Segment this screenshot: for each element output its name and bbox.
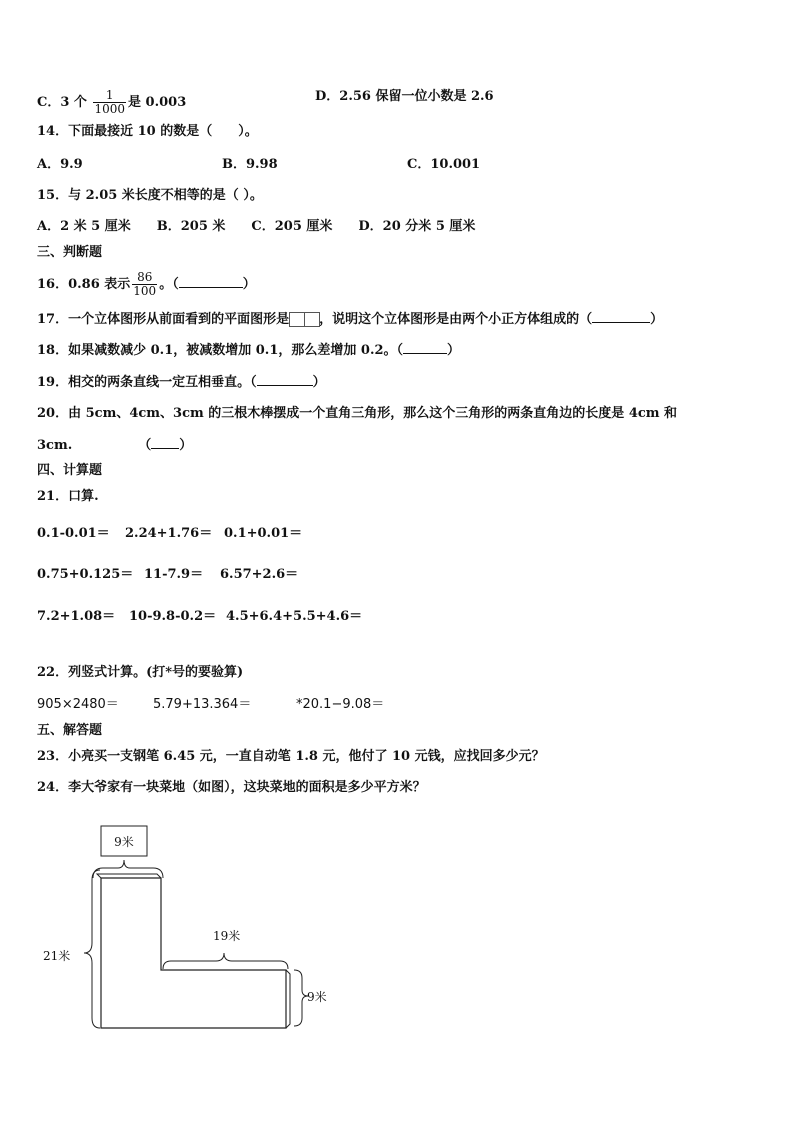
q19-end: ） [312, 375, 326, 390]
two-cube-front-view [289, 312, 319, 327]
q16-end: ） [242, 277, 256, 292]
q17-suffix: ，说明这个立体图形是由两个小正方体组成的（ [319, 312, 593, 327]
q14-option-b: B．9.98 [222, 157, 278, 172]
fraction-numerator: 86 [132, 271, 157, 285]
q22-item: 905×2480＝ [37, 697, 119, 712]
q20-line1: 20．由 5cm、4cm、3cm 的三根木棒摆成一个直角三角形，那么这个三角形的两条直角边的长度是 4cm 和 [37, 406, 678, 421]
q22-item: 5.79+13.364＝ [153, 697, 252, 712]
q21-item: 7.2+1.08＝ [37, 609, 116, 624]
q13-option-d: D．2.56 保留一位小数是 2.6 [315, 89, 494, 104]
q13-c-prefix: C．3 个 [37, 95, 87, 110]
q18 [37, 343, 460, 359]
q16-fraction [132, 271, 157, 298]
answer-blank[interactable] [403, 343, 447, 354]
answer-blank[interactable] [592, 312, 650, 323]
q14-stem: 14．下面最接近 10 的数是（ ）。 [37, 124, 258, 139]
q20-paren-open: （ [138, 438, 152, 453]
q21-item: 11-7.9＝ [144, 567, 204, 582]
left-brace [84, 870, 100, 1028]
q21-item: 4.5+6.4+5.5+4.6＝ [226, 609, 363, 624]
q21-item: 6.57+2.6＝ [220, 567, 299, 582]
fraction-denominator: 100 [133, 284, 157, 298]
q21-item: 10-9.8-0.2＝ [129, 609, 217, 624]
bottom-length-label: 19米 [213, 929, 241, 943]
section-5-title: 五、解答题 [37, 723, 103, 738]
square-icon [304, 312, 320, 327]
q22-stem: 22．列竖式计算。(打*号的要验算) [37, 665, 244, 680]
q16 [37, 271, 256, 298]
q17-end: ） [650, 312, 664, 327]
l-shape-outline [101, 878, 286, 1028]
middle-brace [163, 953, 288, 969]
q13-c-fraction [93, 89, 126, 116]
q15-options: A．2 米 5 厘米 B．205 米 C．205 厘米 D．20 分米 5 厘米 [37, 219, 476, 234]
section-4-title: 四、计算题 [37, 463, 103, 478]
q17-prefix: 17．一个立体图形从前面看到的平面图形是 [37, 312, 290, 327]
q20-line2-text: 3cm. [37, 438, 73, 453]
q21-item: 2.24+1.76＝ [125, 526, 213, 541]
fraction-numerator: 1 [93, 89, 126, 103]
q18-text: 18．如果减数减少 0.1，被减数增加 0.1，那么差增加 0.2。（ [37, 343, 404, 358]
fraction-denominator: 1000 [94, 102, 125, 116]
q24: 24．李大爷家有一块菜地（如图），这块菜地的面积是多少平方米？ [37, 780, 426, 795]
square-icon [289, 312, 305, 327]
q19-text: 19．相交的两条直线一定互相垂直。（ [37, 375, 257, 390]
q13-c-suffix: 是 0.003 [128, 95, 187, 110]
right-height-label: 9米 [307, 990, 327, 1004]
section-3-title: 三、判断题 [37, 245, 103, 260]
q15-stem: 15．与 2.05 米长度不相等的是（ ）。 [37, 188, 263, 203]
q17 [37, 312, 663, 328]
q16-suffix: 。（ [159, 277, 179, 292]
q14-option-a: A．9.9 [37, 157, 83, 172]
q20-line2 [37, 438, 192, 454]
top-width-label: 9米 [114, 835, 134, 849]
q23: 23．小亮买一支钢笔 6.45 元，一直自动笔 1.8 元，他付了 10 元钱，应找回多少元？ [37, 749, 545, 764]
q13-option-c [37, 89, 186, 116]
q18-end: ） [447, 343, 461, 358]
q21-item: 0.75+0.125＝ [37, 567, 134, 582]
l-shaped-field-figure [30, 818, 360, 1038]
q22-item: *20.1−9.08＝ [296, 697, 385, 712]
right-brace [294, 970, 308, 1026]
q19 [37, 375, 326, 391]
q21-item: 0.1-0.01＝ [37, 526, 110, 541]
left-height-label: 21米 [43, 949, 71, 963]
top-brace [93, 860, 163, 878]
q14-option-c: C．10.001 [407, 157, 481, 172]
q21-stem: 21．口算. [37, 489, 99, 504]
q21-item: 0.1+0.01＝ [224, 526, 303, 541]
q16-prefix: 16．0.86 表示 [37, 277, 131, 292]
answer-blank[interactable] [151, 438, 179, 449]
q20-paren-close: ） [179, 438, 193, 453]
answer-blank[interactable] [257, 375, 313, 386]
answer-blank[interactable] [179, 277, 243, 288]
